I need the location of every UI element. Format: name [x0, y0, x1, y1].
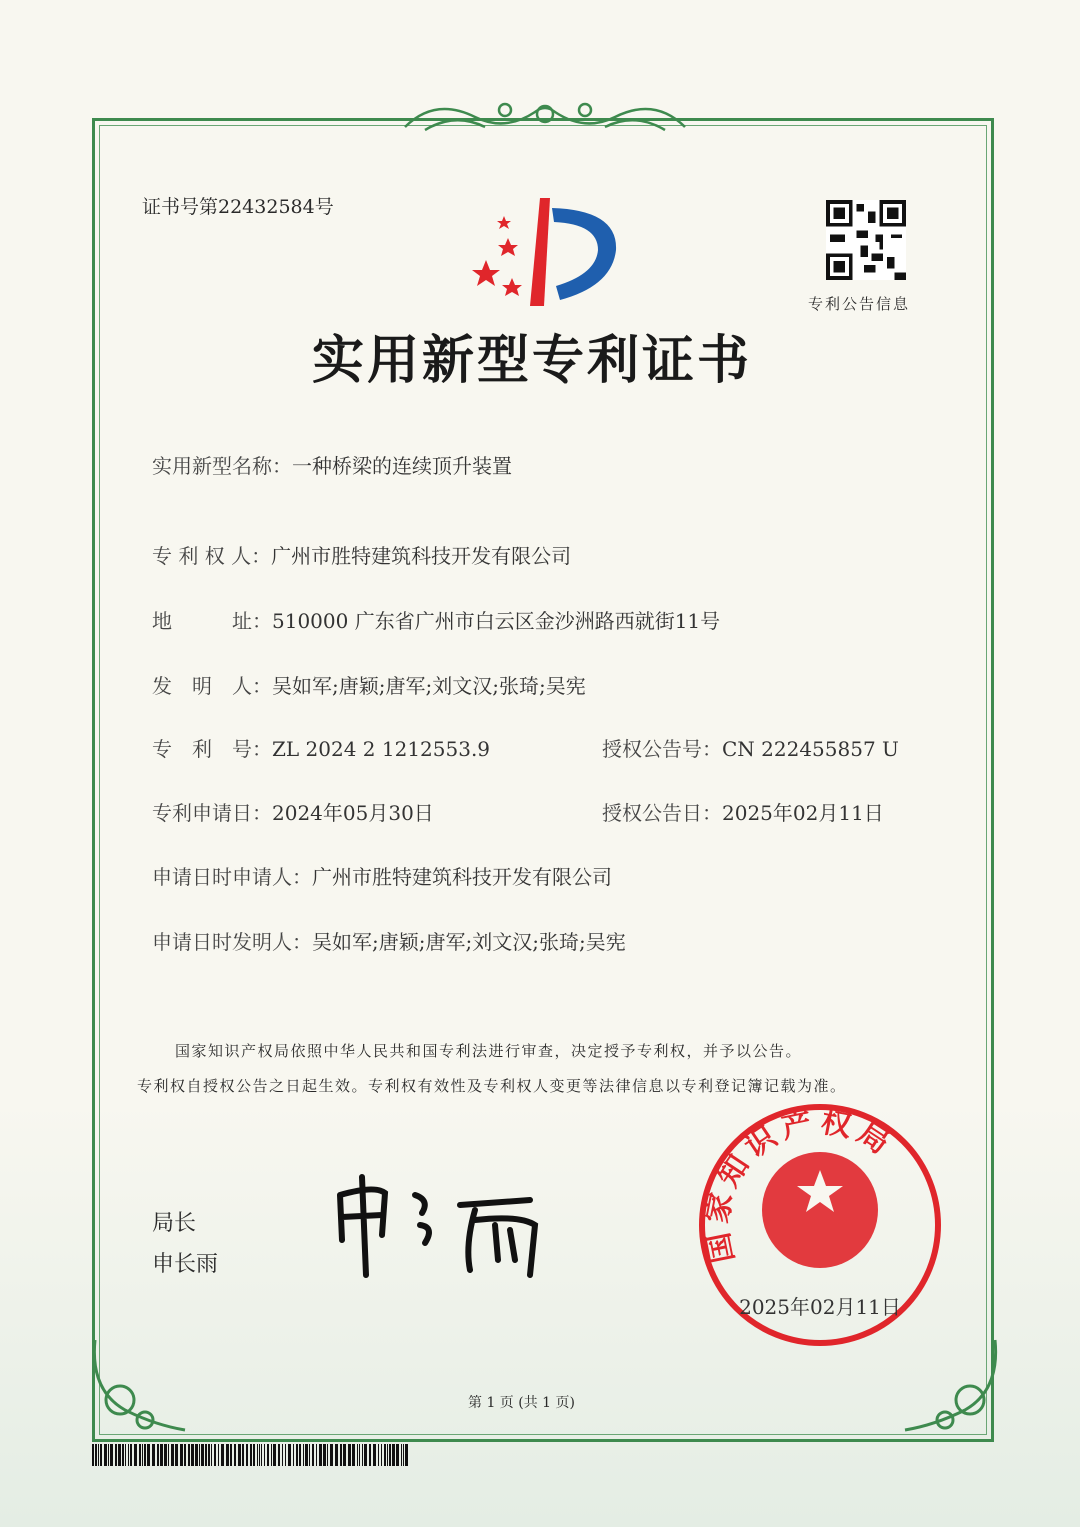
- seal-text: 国家知识产权局: [699, 1104, 901, 1266]
- field-label: 专 利 权 人：: [152, 544, 272, 568]
- field-grant-publication-date: [602, 797, 884, 826]
- field-value: ZL 2024 2 1212553.9: [272, 737, 491, 761]
- field-label: 地 址：: [152, 609, 272, 633]
- field-patentee: [152, 540, 571, 569]
- qr-code-icon: [826, 200, 906, 280]
- corner-ornament-icon: [85, 1330, 195, 1440]
- certificate-number: 证书号第22432584号: [142, 196, 334, 218]
- field-label: 授权公告日：: [602, 801, 722, 825]
- field-value: 广州市胜特建筑科技开发有限公司: [271, 544, 572, 568]
- field-inventors-at-filing: [152, 926, 626, 955]
- field-value: 2025年02月11日: [722, 801, 884, 825]
- field-value: 吴如军;唐颖;唐军;刘文汉;张琦;吴宪: [272, 674, 586, 698]
- field-value: 2024年05月30日: [272, 801, 434, 825]
- field-patent-number: [152, 733, 490, 762]
- field-label: 专 利 号：: [152, 737, 272, 761]
- declaration-line: 国家知识产权局依照中华人民共和国专利法进行审查，决定授予专利权，并予以公告。: [175, 1042, 803, 1060]
- chief-title: 局长: [152, 1211, 197, 1236]
- certificate-title: 实用新型专利证书: [312, 330, 753, 391]
- field-label: 申请日时申请人：: [152, 865, 312, 889]
- field-value: CN 222455857 U: [722, 737, 899, 761]
- field-grant-publication-number: [602, 733, 899, 762]
- page-info: 第 1 页 (共 1 页): [468, 1395, 575, 1411]
- field-application-date: [152, 797, 434, 826]
- field-value: 510000 广东省广州市白云区金沙洲路西就街11号: [272, 609, 721, 633]
- signature-icon: [330, 1165, 560, 1285]
- top-ornament-icon: [395, 92, 695, 137]
- chief-name: 申长雨: [152, 1252, 219, 1277]
- field-applicant-at-filing: [152, 861, 612, 890]
- barcode-icon: [92, 1444, 408, 1466]
- field-label: 发 明 人：: [152, 674, 272, 698]
- field-utility-model-name: [152, 450, 512, 479]
- declaration-line: 专利权自授权公告之日起生效。专利权有效性及专利权人变更等法律信息以专利登记簿记载为准。: [137, 1077, 847, 1095]
- field-label: 授权公告号：: [602, 737, 722, 761]
- field-label: 申请日时发明人：: [152, 930, 312, 954]
- official-seal-icon: [695, 1100, 945, 1350]
- seal-date: 2025年02月11日: [739, 1295, 901, 1319]
- field-inventors: [152, 670, 586, 699]
- field-value: 一种桥梁的连续顶升装置: [292, 454, 512, 478]
- field-value: 吴如军;唐颖;唐军;刘文汉;张琦;吴宪: [312, 930, 626, 954]
- qr-code-label: 专利公告信息: [808, 295, 911, 313]
- field-address: [152, 605, 720, 634]
- field-label: 专利申请日：: [152, 801, 272, 825]
- cnipa-logo-icon: [468, 190, 628, 310]
- field-label: 实用新型名称：: [152, 454, 292, 478]
- field-value: 广州市胜特建筑科技开发有限公司: [312, 865, 612, 889]
